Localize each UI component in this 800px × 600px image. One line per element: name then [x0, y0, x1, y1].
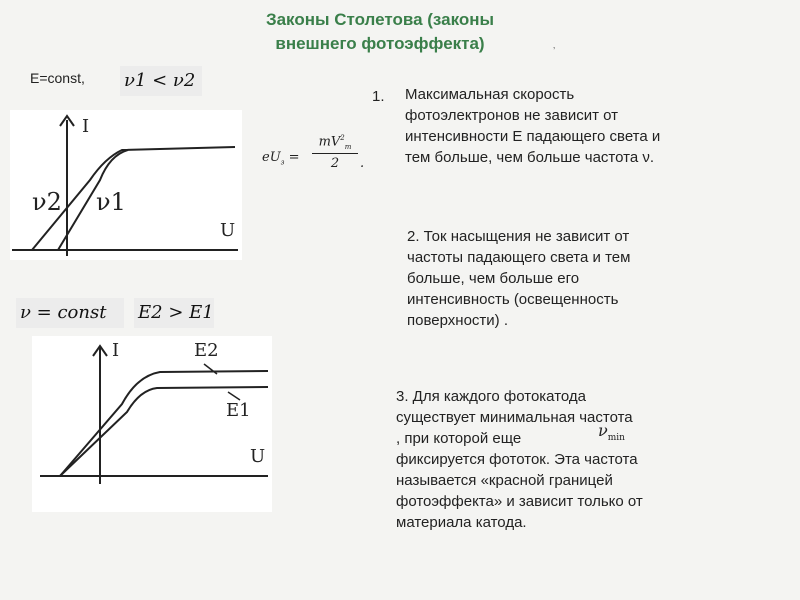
- curve-label-e1: E1: [226, 400, 251, 421]
- law3-line: 3. Для каждого фотокатода: [396, 388, 587, 405]
- bottom-graph-panel: [32, 336, 272, 512]
- law3-line: фиксируется фототок. Эта частота: [396, 451, 638, 468]
- top-axis-label-i: I: [82, 116, 90, 137]
- law3-line: существует минимальная частота: [396, 409, 633, 426]
- frequency-condition-formula: [120, 66, 202, 96]
- law3-line: , при которой еще: [396, 430, 522, 447]
- law2-line: частоты падающего света и тем: [407, 249, 631, 266]
- top-graph: [10, 110, 242, 260]
- law3-line: называется «красной границей: [396, 472, 613, 489]
- top-axis-label-u: U: [220, 220, 236, 241]
- law2-line: больше, чем больше его: [407, 270, 580, 287]
- frequency-condition-text: ν1 < ν2: [124, 70, 196, 91]
- curve-label-e2: E2: [194, 340, 219, 361]
- equation-numerator: $mV^2_m$: [312, 134, 358, 154]
- frequency-const-formula: [16, 298, 124, 328]
- law3-line: фотоэффекта» и зависит только от: [396, 493, 643, 510]
- law1-number: 1.: [372, 88, 385, 105]
- law1-line: фотоэлектронов не зависит от: [405, 107, 619, 124]
- law2-line: интенсивность (освещенность: [407, 291, 619, 308]
- bottom-axis-label-i: I: [112, 340, 120, 361]
- law2-line: 2. Ток насыщения не зависит от: [407, 228, 630, 245]
- bottom-graph: [32, 336, 272, 512]
- page-title: [200, 8, 560, 56]
- bottom-axis-label-u: U: [250, 446, 266, 467]
- curve-nu2: [32, 147, 235, 250]
- e1-pointer: [228, 392, 240, 400]
- intensity-const-label: E=const,: [30, 70, 85, 86]
- equation-denominator: 2: [330, 155, 340, 171]
- law1-text: [405, 84, 660, 168]
- frequency-const-text: ν = const: [20, 302, 107, 323]
- intensity-condition-formula: [134, 298, 214, 328]
- curve-label-nu2: ν2: [32, 188, 62, 216]
- title-dot: ‚: [553, 40, 556, 51]
- nu-min-symbol: $\nu_{min}$: [598, 421, 625, 444]
- law3-line: материала катода.: [396, 514, 527, 531]
- law1-line: интенсивности Е падающего света и: [405, 128, 661, 145]
- law3-text: [396, 386, 643, 533]
- equation-tail: .: [360, 156, 365, 171]
- law2-line: поверхности) .: [407, 312, 508, 329]
- equation-fraction: [312, 134, 358, 171]
- law1-line: тем больше, чем больше частота ν.: [405, 149, 655, 166]
- curve-label-nu1: ν1: [96, 188, 126, 216]
- title-line-2: внешнего фотоэффекта): [275, 34, 485, 53]
- intensity-condition-text: E2 > E1: [138, 302, 214, 323]
- law2-text: [407, 226, 630, 331]
- equation-lhs: $eU_з$ =: [262, 150, 300, 167]
- title-line-1: Законы Столетова (законы: [265, 10, 495, 29]
- einstein-equation: [262, 130, 372, 190]
- law1-line: Максимальная скорость: [405, 86, 575, 103]
- top-graph-panel: [10, 110, 242, 260]
